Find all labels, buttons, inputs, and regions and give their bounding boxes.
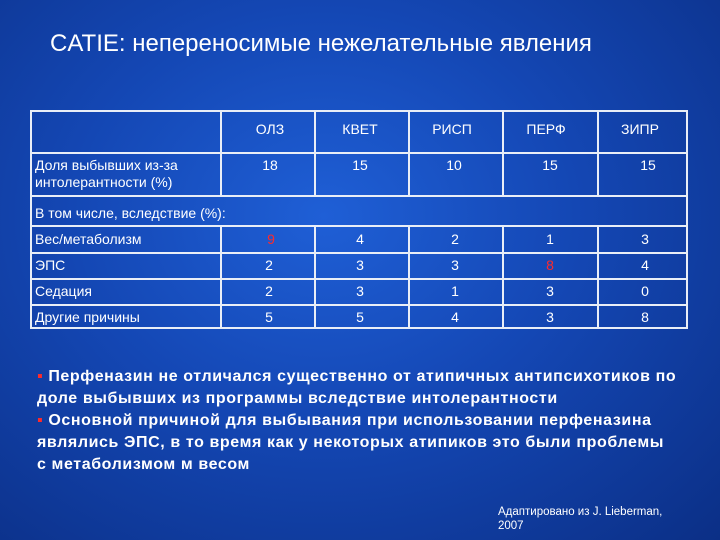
table-divider [32, 252, 686, 254]
bullet-icon: ▪ [37, 412, 44, 429]
column-header: ОЛЗ [255, 121, 285, 137]
row-label: Седация [35, 283, 92, 299]
table-divider [32, 304, 686, 306]
table-divider [32, 225, 686, 227]
table-cell: 3 [546, 283, 554, 299]
table-cell: 3 [451, 257, 459, 273]
table-divider [408, 112, 410, 195]
table-divider [32, 152, 686, 154]
table-cell: 18 [262, 157, 278, 173]
table-divider [597, 112, 599, 195]
table-cell: 3 [356, 257, 364, 273]
table-cell: 15 [352, 157, 368, 173]
table-divider [32, 278, 686, 280]
table-divider [502, 112, 504, 195]
table-cell: 15 [542, 157, 558, 173]
notes-list [37, 366, 677, 476]
note-item [37, 366, 677, 410]
row-label: Другие причины [35, 309, 140, 325]
bullet-icon: ▪ [37, 368, 44, 385]
slide-title: CATIE: непереносимые нежелательные явления [50, 30, 592, 57]
table-divider [314, 225, 316, 327]
row-label: Вес/метаболизм [35, 231, 142, 247]
table-divider [502, 225, 504, 327]
table-divider [220, 225, 222, 327]
table-cell: 2 [451, 231, 459, 247]
row-label: Доля выбывших из-за интолерантности (%) [35, 157, 178, 190]
table-cell: 2 [265, 257, 273, 273]
note-item [37, 410, 677, 476]
table-cell: 4 [451, 309, 459, 325]
table-cell: 2 [265, 283, 273, 299]
table-cell: 10 [446, 157, 462, 173]
table-divider [220, 112, 222, 195]
source-citation: Адаптировано из J. Lieberman, 2007 [498, 506, 663, 532]
table-cell: 1 [451, 283, 459, 299]
table-divider [314, 112, 316, 195]
note-text: Перфеназин не отличался существенно от атипичных антипсихотиков по доле выбывших из программы вследствие интолерантности [37, 368, 677, 407]
table-divider [408, 225, 410, 327]
table-divider [597, 225, 599, 327]
table-cell: 15 [640, 157, 656, 173]
table-cell: 3 [356, 283, 364, 299]
table-cell: 3 [546, 309, 554, 325]
column-header: ЗИПР [621, 121, 659, 137]
table-cell: 5 [356, 309, 364, 325]
intolerance-table [30, 110, 688, 329]
table-cell: 1 [546, 231, 554, 247]
table-cell: 5 [265, 309, 273, 325]
table-cell: 8 [641, 309, 649, 325]
section-label: В том числе, вследствие (%): [35, 205, 226, 221]
table-cell: 9 [267, 231, 275, 247]
table-divider [32, 195, 686, 197]
table-cell: 4 [641, 257, 649, 273]
table-cell: 3 [641, 231, 649, 247]
column-header: ПЕРФ [526, 121, 566, 137]
table-cell: 0 [641, 283, 649, 299]
column-header: КВЕТ [342, 121, 378, 137]
row-label: ЭПС [35, 257, 66, 273]
table-cell: 8 [546, 257, 554, 273]
note-text: Основной причиной для выбывания при использовании перфеназина являлись ЭПС, в то время как у некоторых атипиков это были проблемы с метаболизмом м весом [37, 412, 665, 473]
table-cell: 4 [356, 231, 364, 247]
column-header: РИСП [432, 121, 472, 137]
